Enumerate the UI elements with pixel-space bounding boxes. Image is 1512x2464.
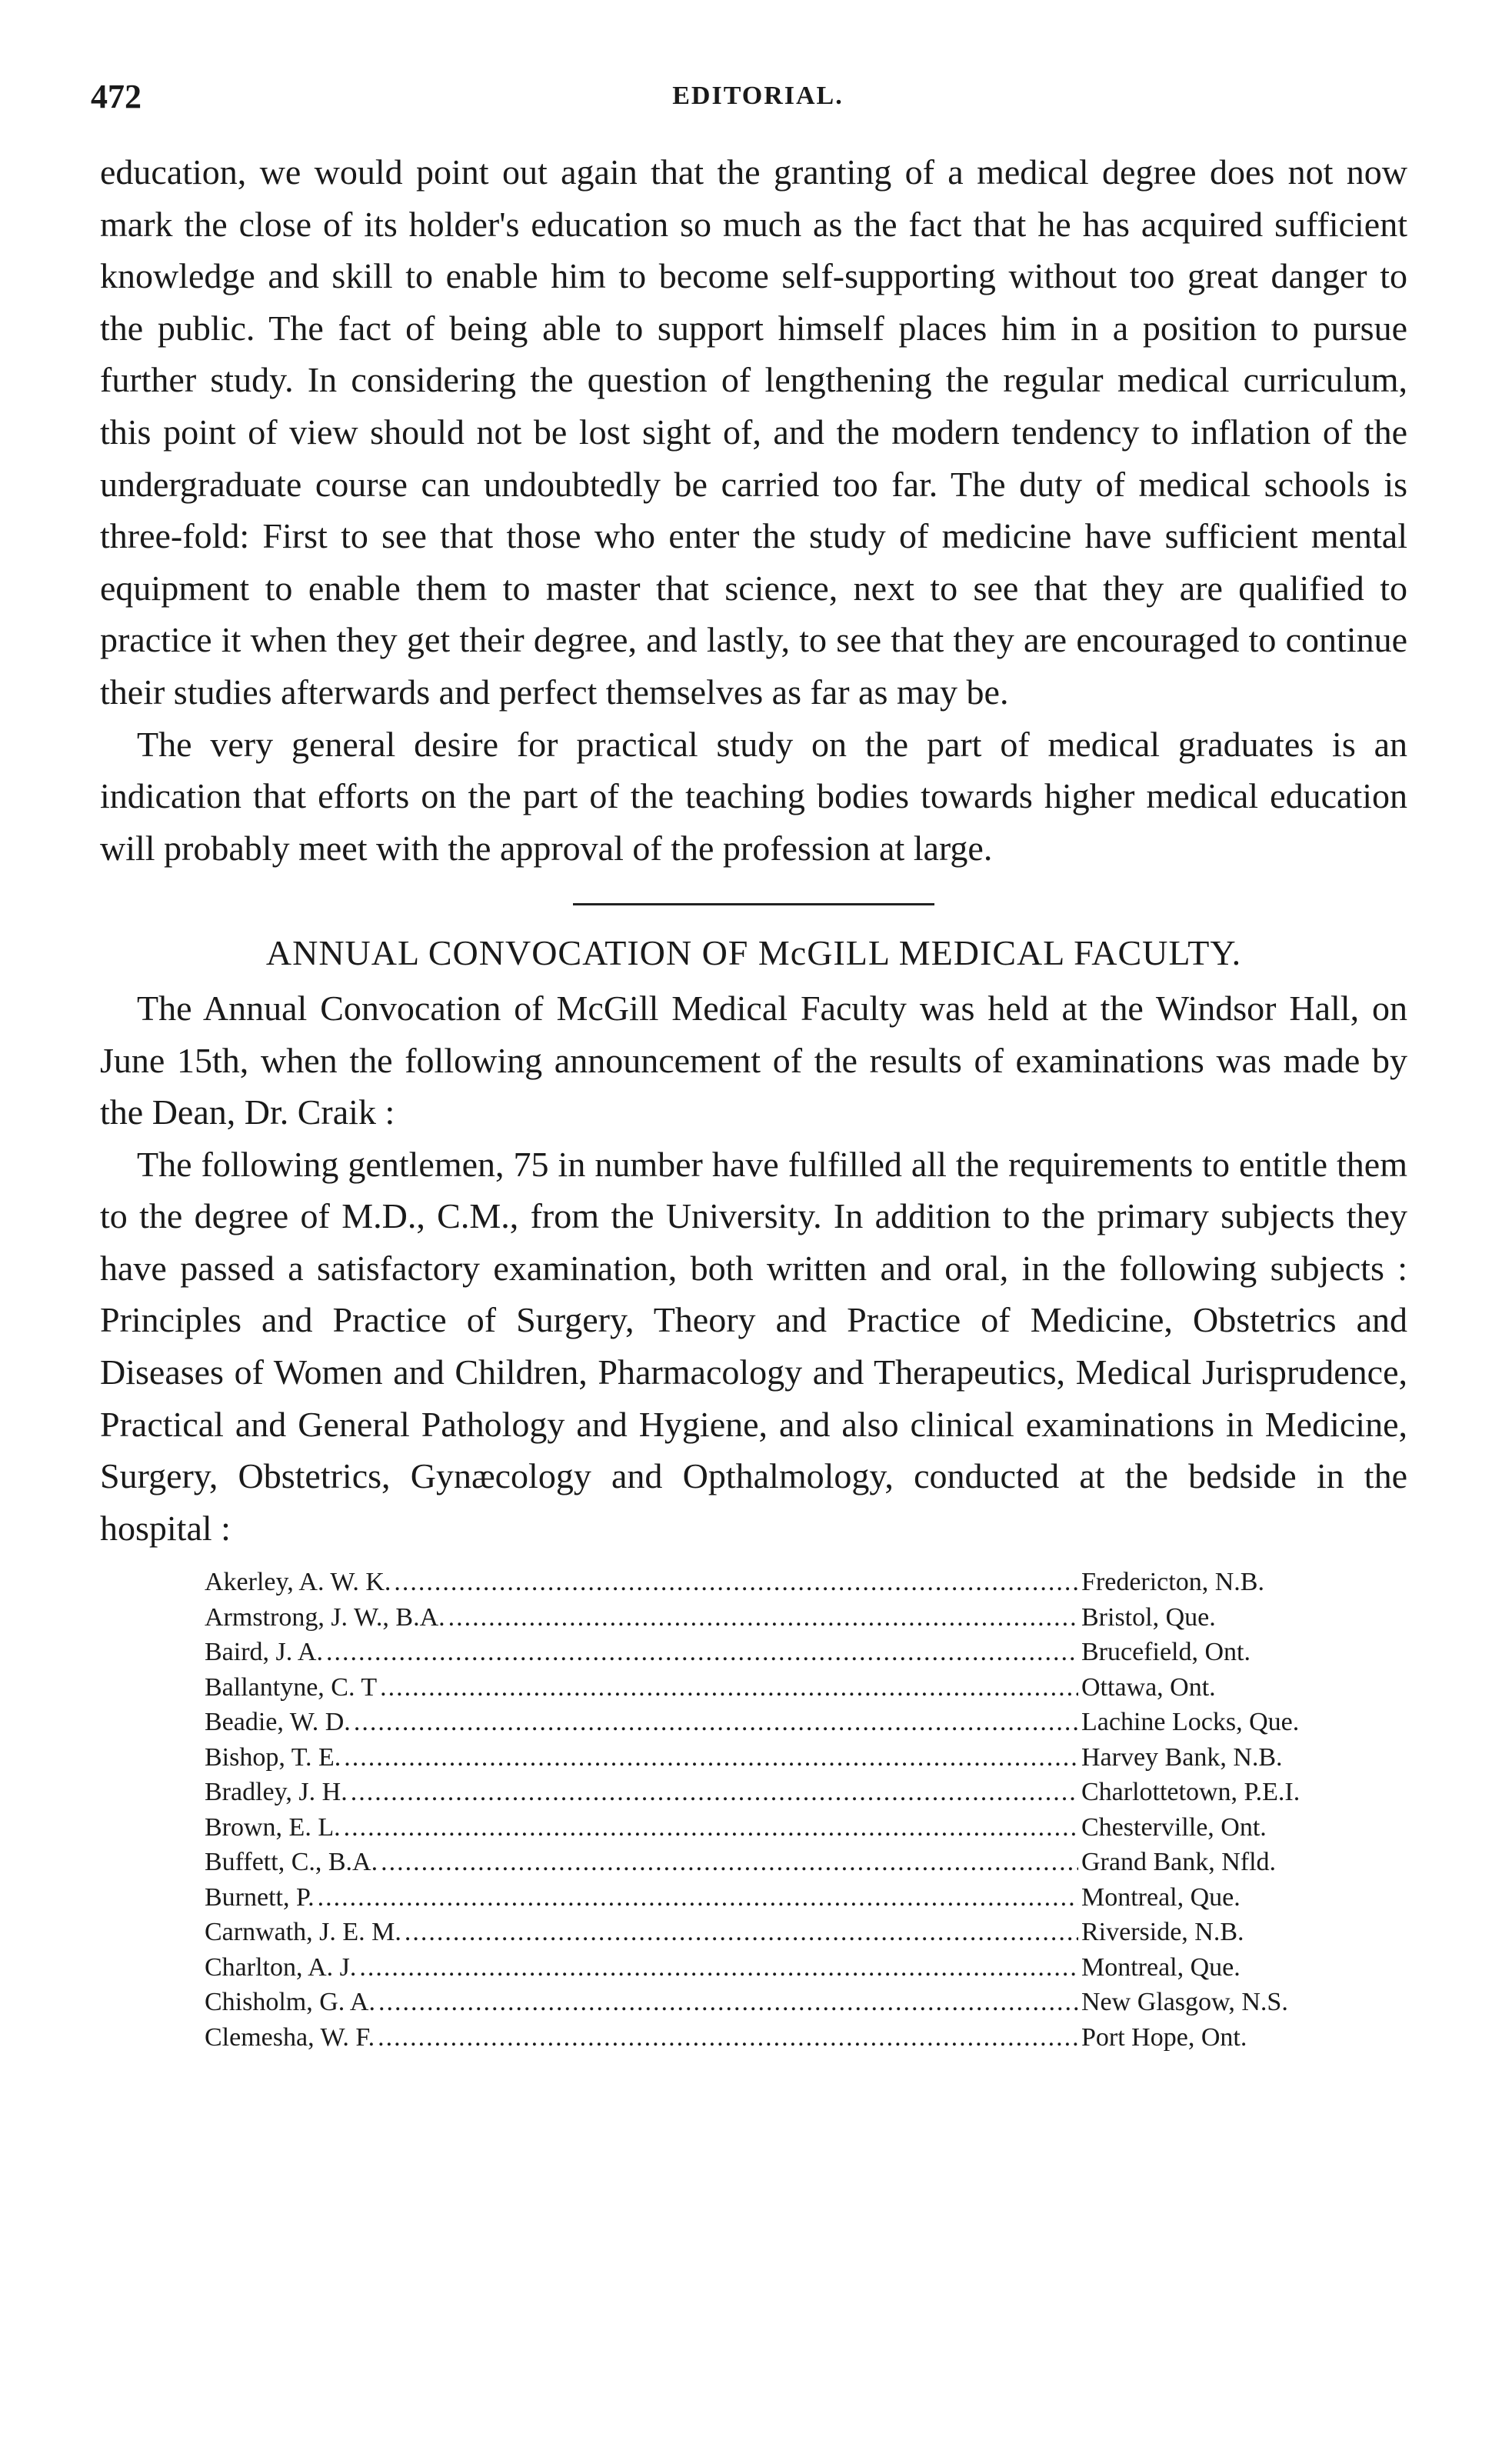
list-item [205, 1705, 1404, 1740]
graduate-place: Port Hope, Ont. [1081, 2022, 1247, 2052]
graduate-name: Ballantyne, C. T [205, 1672, 378, 1702]
graduate-name: Burnett, P. [205, 1882, 315, 1912]
graduate-place: Fredericton, N.B. [1081, 1568, 1264, 1597]
graduate-name: Bradley, J. H. [205, 1778, 348, 1807]
list-item [205, 1915, 1404, 1950]
graduate-name: Charlton, A. J. [205, 1952, 357, 1982]
list-item [205, 1565, 1404, 1600]
dot-leader [394, 1565, 1078, 1600]
graduate-place: Lachine Locks, Que. [1081, 1708, 1300, 1737]
list-item [205, 1985, 1404, 2020]
graduate-name: Carnwath, J. E. M. [205, 1918, 401, 1947]
list-item [205, 1845, 1404, 1880]
list-item [205, 1600, 1404, 1635]
page-number: 472 [91, 78, 142, 115]
dot-leader [351, 1775, 1078, 1810]
dot-leader [381, 1845, 1078, 1880]
graduate-name: Bishop, T. E. [205, 1742, 341, 1772]
graduate-name: Armstrong, J. W., B.A. [205, 1602, 445, 1632]
graduate-name: Baird, J. A. [205, 1638, 323, 1667]
graduate-name: Chisholm, G. A. [205, 1988, 375, 2017]
section-divider [573, 903, 934, 905]
dot-leader [378, 1985, 1078, 2020]
paragraph-2: The very general desire for practical study on the part of medical graduates is an indication that efforts on the part of the teaching bodies towards higher medical education will probably meet with the approval of the profession at large. [100, 724, 1407, 868]
graduate-place: New Glasgow, N.S. [1081, 1988, 1288, 2017]
list-item [205, 1880, 1404, 1916]
graduate-place: Ottawa, Ont. [1081, 1672, 1216, 1702]
running-title: EDITORIAL. [672, 82, 844, 110]
paragraph-1: education, we would point out again that the granting of a medical degree does not now mark the close of its holder's education so much as the fact that he has acquired sufficient knowledge and skill to enable him to become self-supporting without too great danger to the public. The fact of being able to support himself places him in a position to pursue further study. In considering the question of lengthening the regular medical curriculum, this point of view should not be lost sight of, and the modern tendency to inflation of the undergraduate course can undoubtedly be carried too far. The duty of medical schools is three-fold: First to see that those who enter the study of medicine have sufficient mental equipment to enable them to master that science, next to see that they are qualified to practice it when they get their degree, and lastly, to see that they are encouraged to continue their studies afterwards and perfect themselves as far as may be. [100, 152, 1407, 712]
list-item [205, 1950, 1404, 1986]
section-paragraph-2: The following gentlemen, 75 in number have fulfilled all the requirements to entitle them to the degree of M.D., C.M., from the University. In addition to the primary subjects they have passed a satisfactory examination, both written and oral, in the following subjects : Principles and Practice of Surgery, Theory and Practice of Medicine, Obstetrics and Diseases of Women and Children, Pharmacology and Therapeutics, Medical Jurisprudence, Practical and General Pathology and Hygiene, and also clinical examinations in Medicine, Surgery, Obstetrics, Gynæcology and Opthalmology, conducted at the bedside in the hospital : [100, 1144, 1407, 1548]
section-title: ANNUAL CONVOCATION OF McGILL MEDICAL FACULTY. [265, 933, 1242, 973]
graduate-place: Bristol, Que. [1081, 1602, 1216, 1632]
graduate-place: Brucefield, Ont. [1081, 1638, 1251, 1667]
section-paragraph-1: The Annual Convocation of McGill Medical Faculty was held at the Windsor Hall, on June 15th, when the following announcement of the results of examinations was made by the Dean, Dr. Craik : [100, 988, 1407, 1132]
dot-leader [344, 1740, 1078, 1775]
dot-leader [359, 1950, 1078, 1986]
graduate-name: Buffett, C., B.A. [205, 1848, 378, 1877]
graduate-place: Montreal, Que. [1081, 1882, 1241, 1912]
list-item [205, 1740, 1404, 1775]
graduate-place: Charlottetown, P.E.I. [1081, 1778, 1301, 1807]
page-header [91, 77, 1425, 123]
dot-leader [318, 1880, 1078, 1916]
list-item [205, 1635, 1404, 1670]
dot-leader [448, 1600, 1078, 1635]
graduate-name: Beadie, W. D. [205, 1708, 351, 1737]
graduate-name: Brown, E. L. [205, 1812, 341, 1842]
graduate-place: Montreal, Que. [1081, 1952, 1241, 1982]
graduate-name: Clemesha, W. F. [205, 2022, 375, 2052]
dot-leader [380, 1670, 1078, 1705]
graduate-place: Riverside, N.B. [1081, 1918, 1244, 1947]
graduates-list [205, 1565, 1404, 2055]
graduate-place: Harvey Bank, N.B. [1081, 1742, 1283, 1772]
list-item [205, 1810, 1404, 1845]
dot-leader [354, 1705, 1078, 1740]
graduate-place: Chesterville, Ont. [1081, 1812, 1267, 1842]
list-item [205, 2020, 1404, 2056]
dot-leader [378, 2020, 1078, 2056]
graduate-name: Akerley, A. W. K. [205, 1568, 391, 1597]
graduate-place: Grand Bank, Nfld. [1081, 1848, 1277, 1877]
list-item [205, 1670, 1404, 1705]
dot-leader [326, 1635, 1078, 1670]
page-body [100, 146, 1407, 2055]
dot-leader [344, 1810, 1078, 1845]
dot-leader [405, 1915, 1078, 1950]
list-item [205, 1775, 1404, 1810]
